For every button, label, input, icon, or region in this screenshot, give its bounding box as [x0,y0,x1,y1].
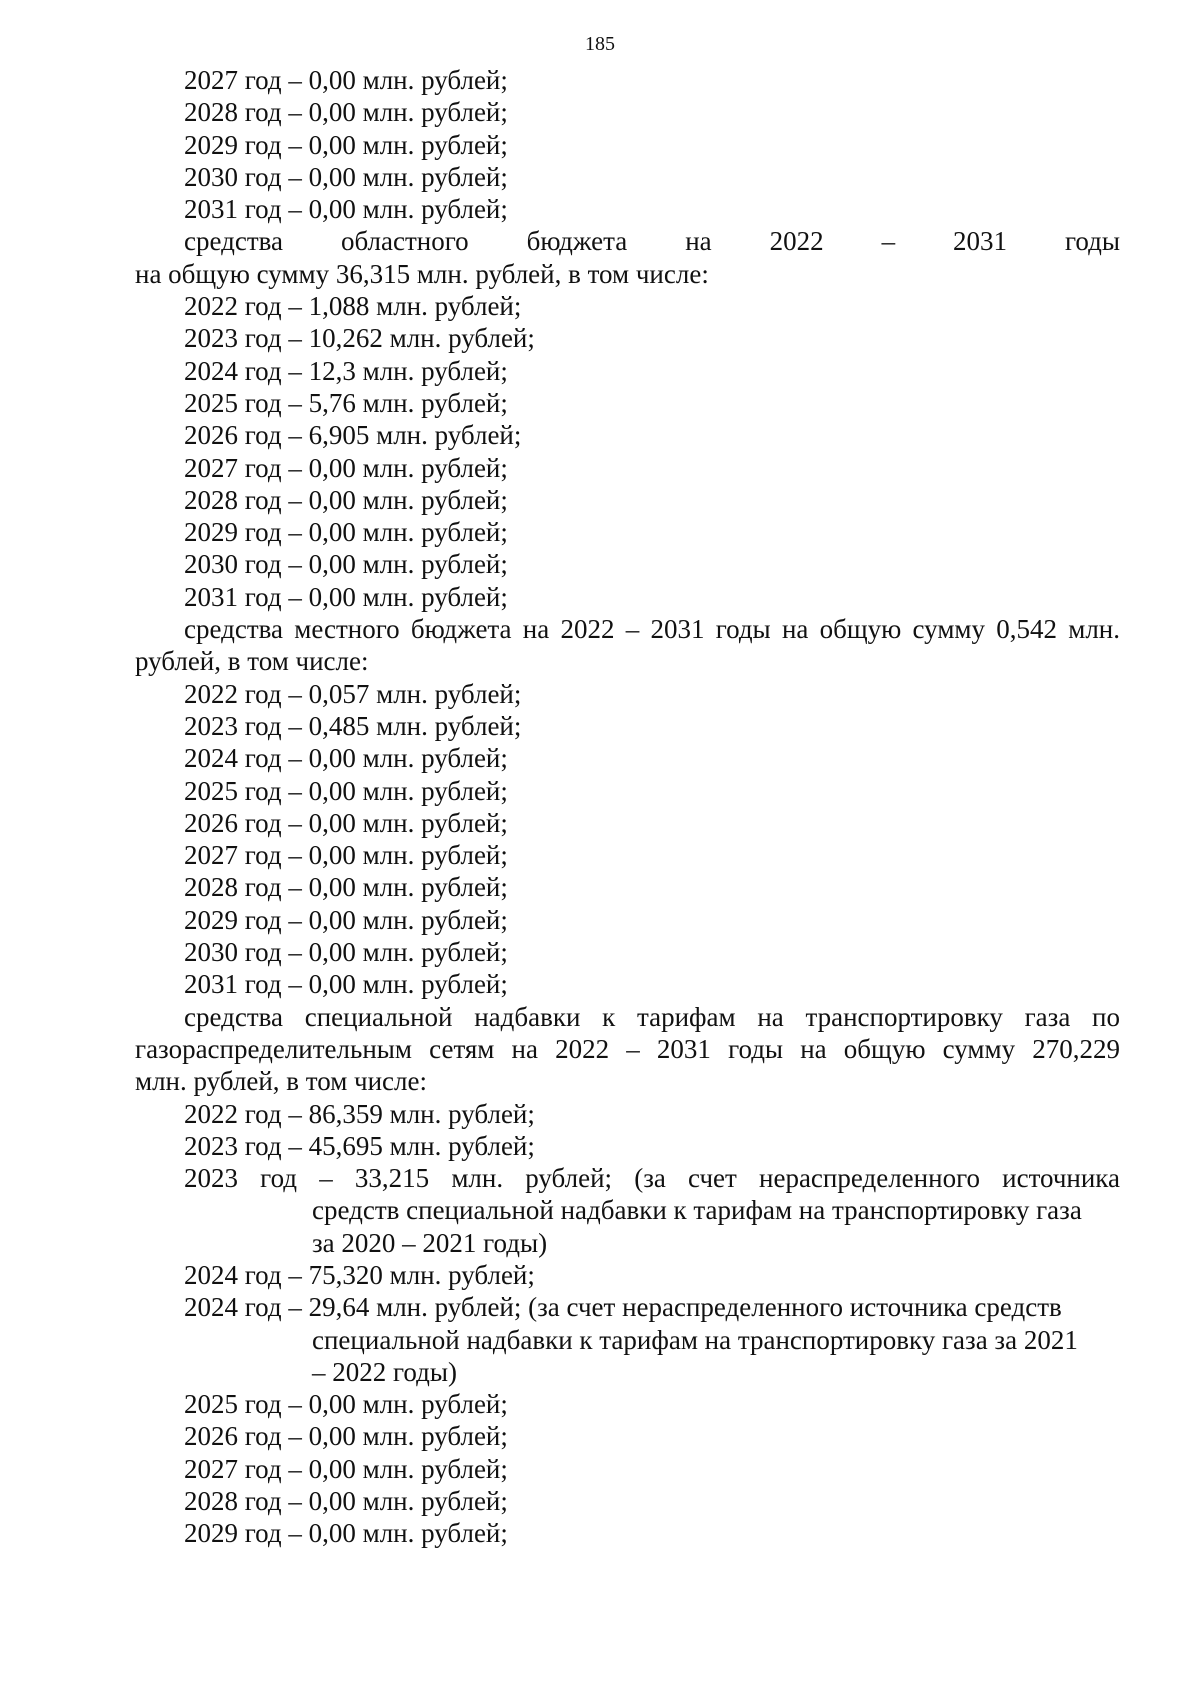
year-line: 2027 год – 0,00 млн. рублей; [184,452,508,483]
regional-budget-section [135,225,1120,613]
year-line-with-note: 2024 год – 29,64 млн. рублей; (за счет нераспределенного источника средств [184,1292,1062,1323]
year-line: 2028 год – 0,00 млн. рублей; [184,1486,508,1517]
year-line: 2027 год – 0,00 млн. рублей; [184,840,508,871]
year-line: 2026 год – 0,00 млн. рублей; [184,807,508,838]
year-line-with-note: 2023 год – 33,215 млн. рублей; (за счет нераспределенного источника [184,1163,1120,1194]
local-budget-intro-continued: рублей, в том числе: [135,646,369,677]
year-line: 2022 год – 86,359 млн. рублей; [184,1098,535,1129]
local-budget-section [135,613,1120,1001]
regional-budget-intro: средства областного бюджета на 2022 – 2031 годы [184,226,1120,257]
year-line: 2027 год – 0,00 млн. рублей; [184,65,508,95]
year-note-continued: средств специальной надбавки к тарифам на транспортировку газа [312,1195,1082,1226]
local-budget-intro: средства местного бюджета на 2022 – 2031 годы на общую сумму 0,542 млн. [184,614,1120,645]
year-line: 2025 год – 0,00 млн. рублей; [184,775,508,806]
year-line: 2029 год – 0,00 млн. рублей; [184,517,508,548]
year-line: 2030 год – 0,00 млн. рублей; [184,937,508,968]
year-line: 2024 год – 12,3 млн. рублей; [184,355,508,386]
year-line: 2030 год – 0,00 млн. рублей; [184,549,508,580]
year-line: 2028 год – 0,00 млн. рублей; [184,484,508,515]
regional-budget-intro-continued: на общую сумму 36,315 млн. рублей, в том числе: [135,258,709,289]
year-line: 2025 год – 0,00 млн. рублей; [184,1389,508,1420]
year-line: 2029 год – 0,00 млн. рублей; [184,904,508,935]
funding-years-list-continued [135,64,1120,225]
page-number: 185 [585,33,615,55]
special-surcharge-intro: средства специальной надбавки к тарифам на транспортировку газа по [184,1001,1120,1032]
year-line: 2022 год – 0,057 млн. рублей; [184,678,522,709]
year-line: 2023 год – 10,262 млн. рублей; [184,323,535,354]
year-line: 2031 год – 0,00 млн. рублей; [184,969,508,1000]
year-line: 2028 год – 0,00 млн. рублей; [184,97,508,128]
year-line: 2029 год – 0,00 млн. рублей; [184,129,508,160]
year-line: 2031 год – 0,00 млн. рублей; [184,194,508,225]
year-line: 2024 год – 75,320 млн. рублей; [184,1259,535,1290]
year-line: 2026 год – 0,00 млн. рублей; [184,1421,508,1452]
year-line: 2023 год – 0,485 млн. рублей; [184,710,522,741]
year-line: 2030 год – 0,00 млн. рублей; [184,161,508,192]
year-line: 2029 год – 0,00 млн. рублей; [184,1518,508,1549]
year-line: 2025 год – 5,76 млн. рублей; [184,387,508,418]
year-note-continued: специальной надбавки к тарифам на транспортировку газа за 2021 [312,1324,1078,1355]
document-body [135,64,1120,1550]
year-line: 2022 год – 1,088 млн. рублей; [184,291,522,322]
special-surcharge-section [135,1001,1120,1550]
year-line: 2026 год – 6,905 млн. рублей; [184,420,522,451]
year-line: 2031 год – 0,00 млн. рублей; [184,581,508,612]
year-line: 2027 год – 0,00 млн. рублей; [184,1453,508,1484]
special-surcharge-intro-end: млн. рублей, в том числе: [135,1066,428,1097]
special-surcharge-intro-continued: газораспределительным сетям на 2022 – 2031 годы на общую сумму 270,229 [135,1033,1120,1064]
year-line: 2023 год – 45,695 млн. рублей; [184,1130,535,1161]
year-line: 2028 год – 0,00 млн. рублей; [184,872,508,903]
year-line: 2024 год – 0,00 млн. рублей; [184,743,508,774]
year-note-continued: за 2020 – 2021 годы) [312,1227,548,1258]
year-note-continued: – 2022 годы) [312,1356,457,1387]
